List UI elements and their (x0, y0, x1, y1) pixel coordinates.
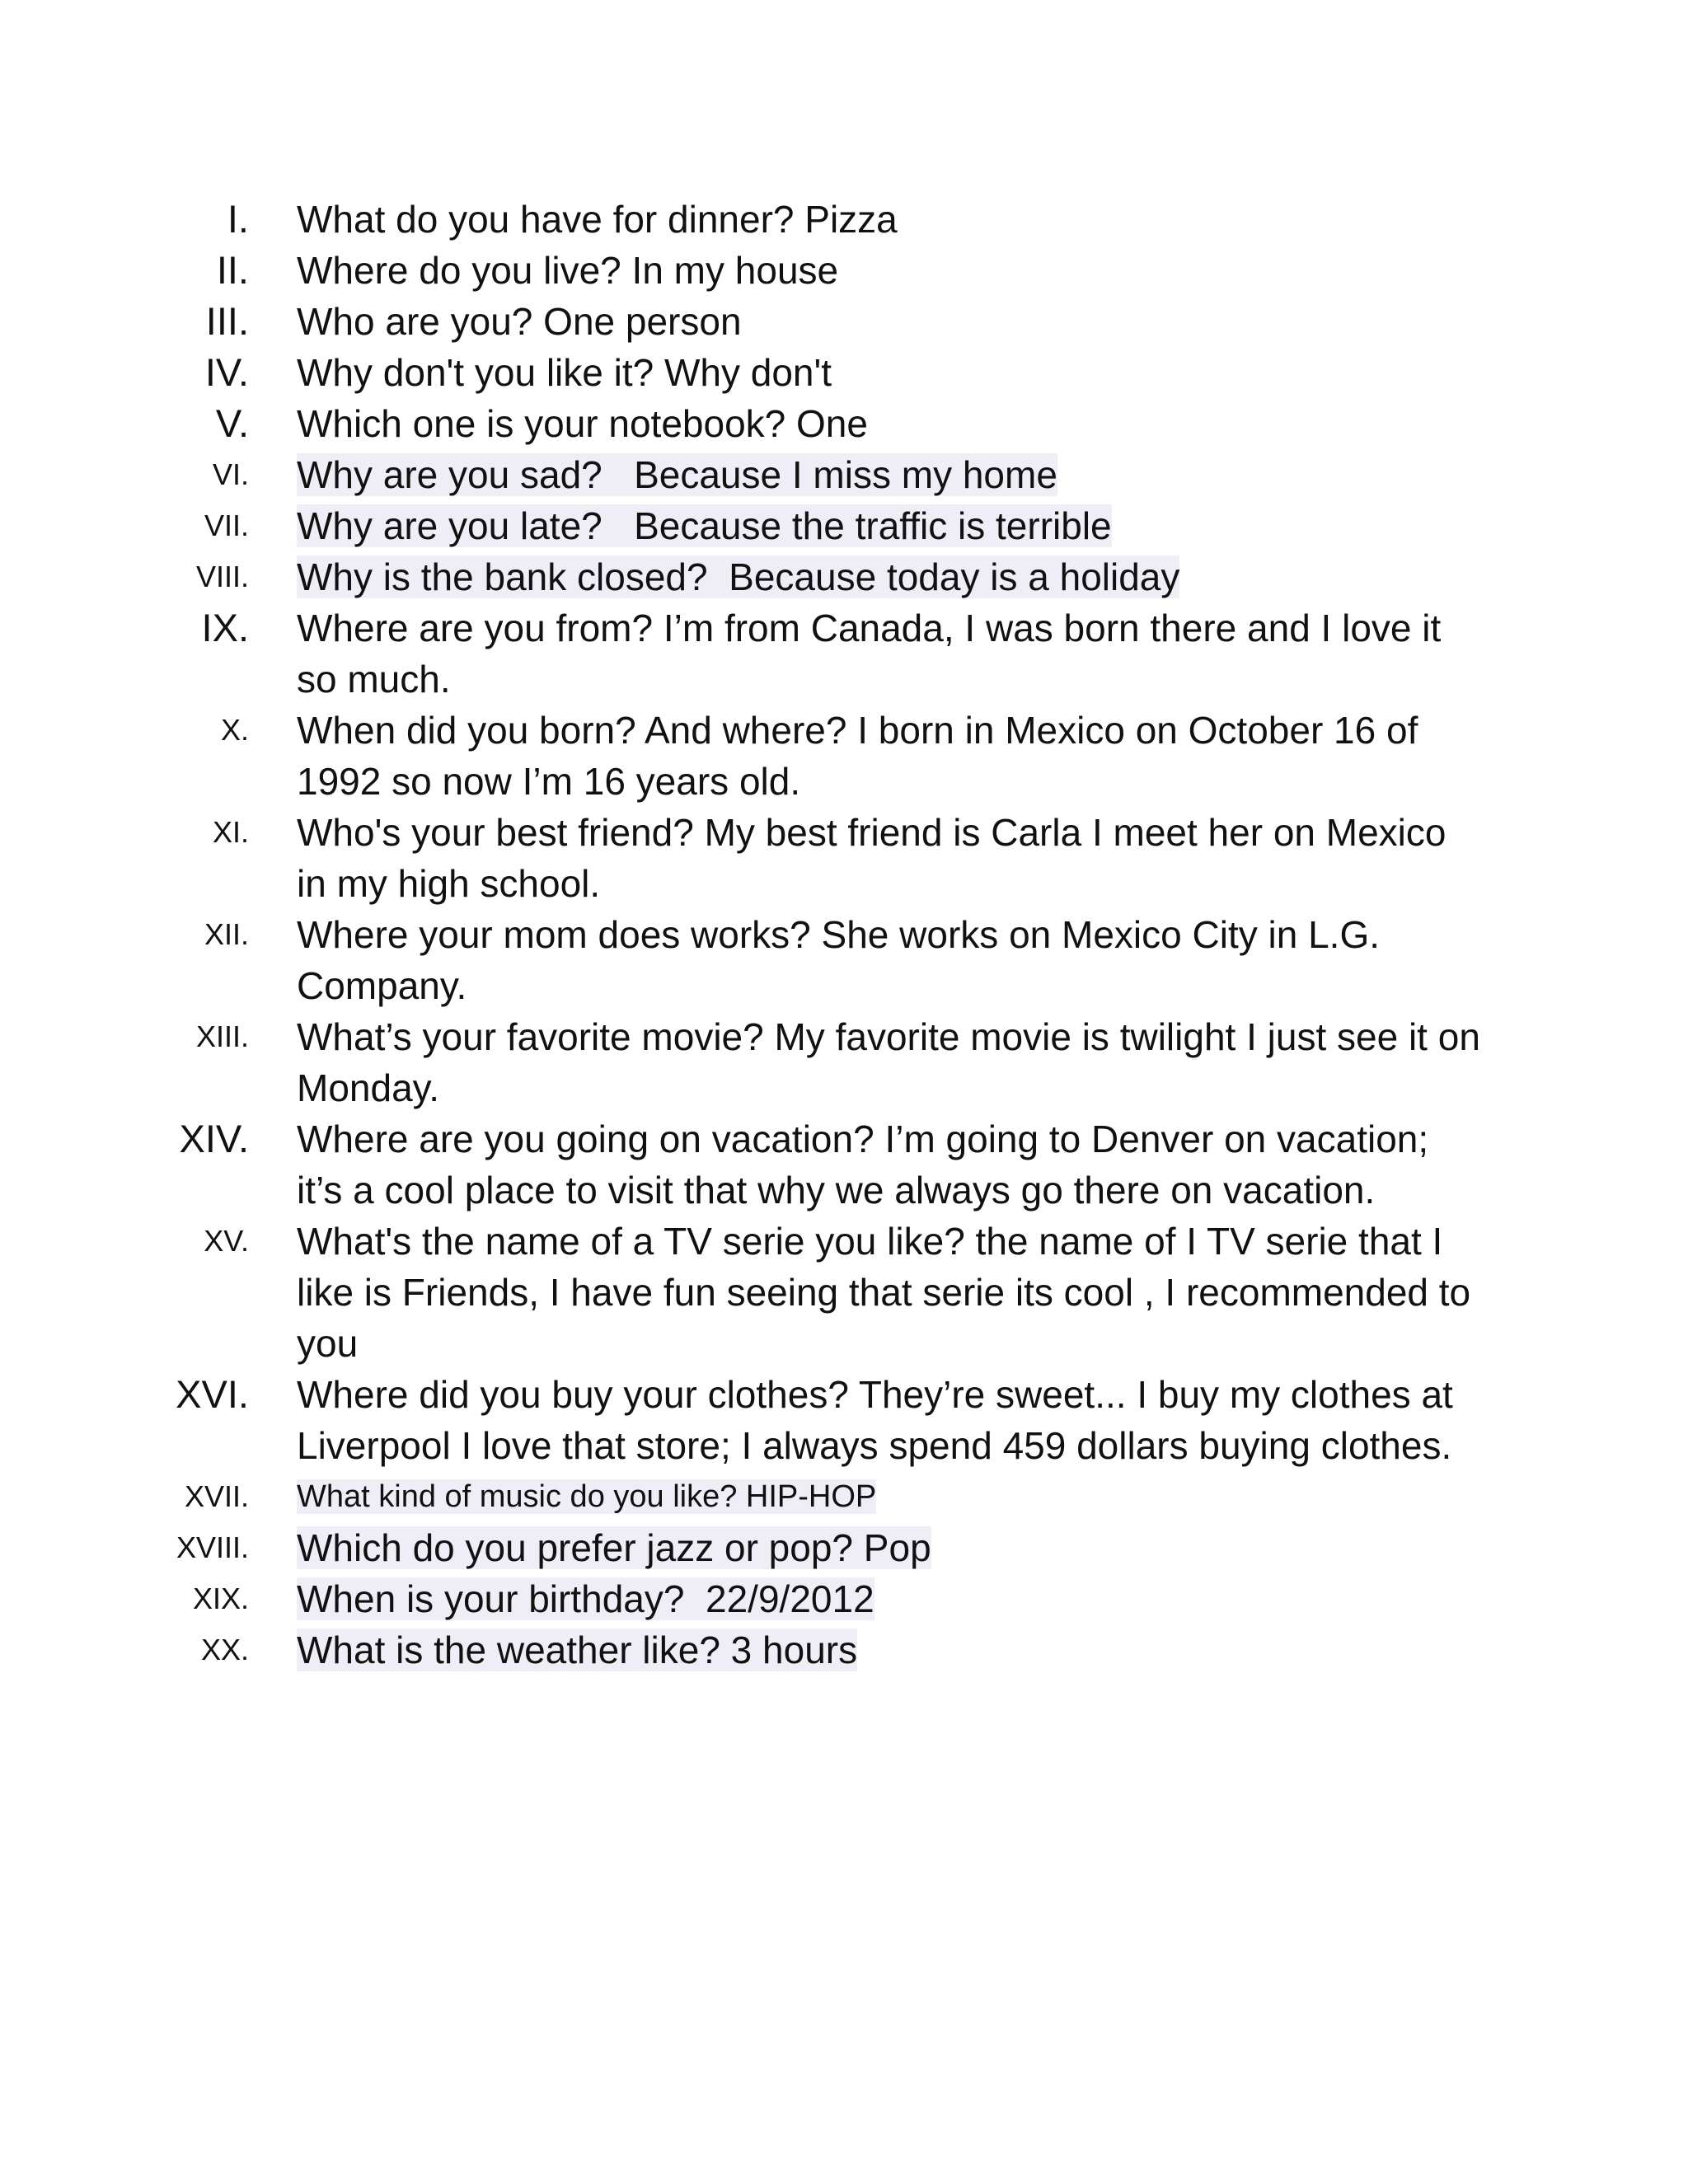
list-text-content: What do you have for dinner? Pizza (297, 198, 898, 241)
list-item (0, 1573, 1688, 1624)
list-text-content: Who are you? One person (297, 300, 742, 343)
list-item (0, 1624, 1688, 1675)
list-numeral: XX. (200, 1633, 249, 1666)
list-numeral: XI. (212, 815, 249, 849)
highlighted-text: Why is the bank closed? Because today is a holiday (297, 555, 1180, 598)
list-item (0, 449, 1688, 500)
list-text (297, 500, 1484, 551)
list-numeral: XV. (204, 1224, 249, 1258)
list-numeral: IV. (204, 350, 249, 394)
list-item (0, 398, 1688, 449)
list-numeral: XIII. (195, 1019, 249, 1053)
list-item (0, 1471, 1688, 1522)
list-item (0, 500, 1688, 551)
list-text (297, 347, 1484, 398)
list-text (297, 1471, 1484, 1522)
list-numeral: XVII. (184, 1479, 249, 1513)
list-text (297, 551, 1484, 602)
highlighted-text: Why are you sad? Because I miss my home (297, 453, 1057, 496)
list-text-content: Why don't you like it? Why don't (297, 351, 832, 394)
list-text-content: Where do you live? In my house (297, 249, 839, 292)
highlighted-text: Which do you prefer jazz or pop? Pop (297, 1526, 931, 1569)
list-numeral: III. (205, 299, 249, 343)
list-numeral: IX. (201, 606, 249, 649)
highlighted-text: What kind of music do you like? HIP-HOP (297, 1479, 877, 1514)
list-item (0, 1216, 1688, 1369)
list-item (0, 1113, 1688, 1216)
list-text (297, 1369, 1484, 1471)
list-text (297, 1113, 1484, 1216)
list-text (297, 296, 1484, 347)
list-numeral: II. (216, 248, 249, 292)
list-text (297, 1522, 1484, 1573)
list-text (297, 1573, 1484, 1624)
list-text (297, 807, 1484, 909)
list-text (297, 449, 1484, 500)
highlighted-text: Why are you late? Because the traffic is terrible (297, 504, 1112, 547)
list-numeral: VI. (212, 457, 249, 491)
list-text (297, 1624, 1484, 1675)
list-text (297, 245, 1484, 296)
list-text-content: What's the name of a TV serie you like? the name of I TV serie that I like is Friends, I have fun seeing that serie its cool , I recommended to you (297, 1220, 1471, 1365)
list-numeral: VII. (204, 509, 249, 542)
list-text-content: Which one is your notebook? One (297, 402, 868, 445)
list-item (0, 807, 1688, 909)
list-text (297, 705, 1484, 807)
list-text (297, 1216, 1484, 1369)
list-text (297, 194, 1484, 245)
list-item (0, 705, 1688, 807)
list-numeral: XIV. (179, 1117, 249, 1160)
list-numeral: XVIII. (176, 1530, 249, 1564)
list-item (0, 1522, 1688, 1573)
list-numeral: XIX. (192, 1582, 249, 1615)
question-answer-list (0, 194, 1688, 1675)
list-text-content: Where are you from? I’m from Canada, I was born there and I love it so much. (297, 607, 1442, 701)
list-numeral: X. (220, 713, 249, 747)
list-text-content: Where your mom does works? She works on Mexico City in L.G. Company. (297, 913, 1381, 1007)
list-item (0, 347, 1688, 398)
list-item (0, 1369, 1688, 1471)
list-text-content: Where are you going on vacation? I’m going to Denver on vacation; it’s a cool place to visit that why we always go there on vacation. (297, 1118, 1429, 1212)
list-item (0, 602, 1688, 705)
list-item (0, 1011, 1688, 1113)
list-text (297, 602, 1484, 705)
list-item (0, 194, 1688, 245)
list-text (297, 398, 1484, 449)
list-item (0, 909, 1688, 1011)
list-numeral: XVI. (176, 1372, 249, 1416)
list-item (0, 296, 1688, 347)
list-item (0, 551, 1688, 602)
list-text (297, 909, 1484, 1011)
list-item (0, 245, 1688, 296)
list-numeral: VIII. (195, 560, 249, 593)
highlighted-text: When is your birthday? 22/9/2012 (297, 1577, 874, 1620)
list-text-content: What’s your favorite movie? My favorite movie is twilight I just see it on Monday. (297, 1015, 1480, 1109)
list-numeral: XII. (204, 917, 249, 951)
highlighted-text: What is the weather like? 3 hours (297, 1629, 858, 1671)
list-numeral: V. (215, 401, 249, 445)
list-text-content: When did you born? And where? I born in Mexico on October 16 of 1992 so now I’m 16 years old. (297, 709, 1418, 803)
list-numeral: I. (227, 197, 249, 241)
list-text-content: Who's your best friend? My best friend is Carla I meet her on Mexico in my high school. (297, 811, 1447, 905)
list-text (297, 1011, 1484, 1113)
list-text-content: Where did you buy your clothes? They’re sweet... I buy my clothes at Liverpool I love that store; I always spend 459 dollars buying clothes. (297, 1373, 1453, 1467)
